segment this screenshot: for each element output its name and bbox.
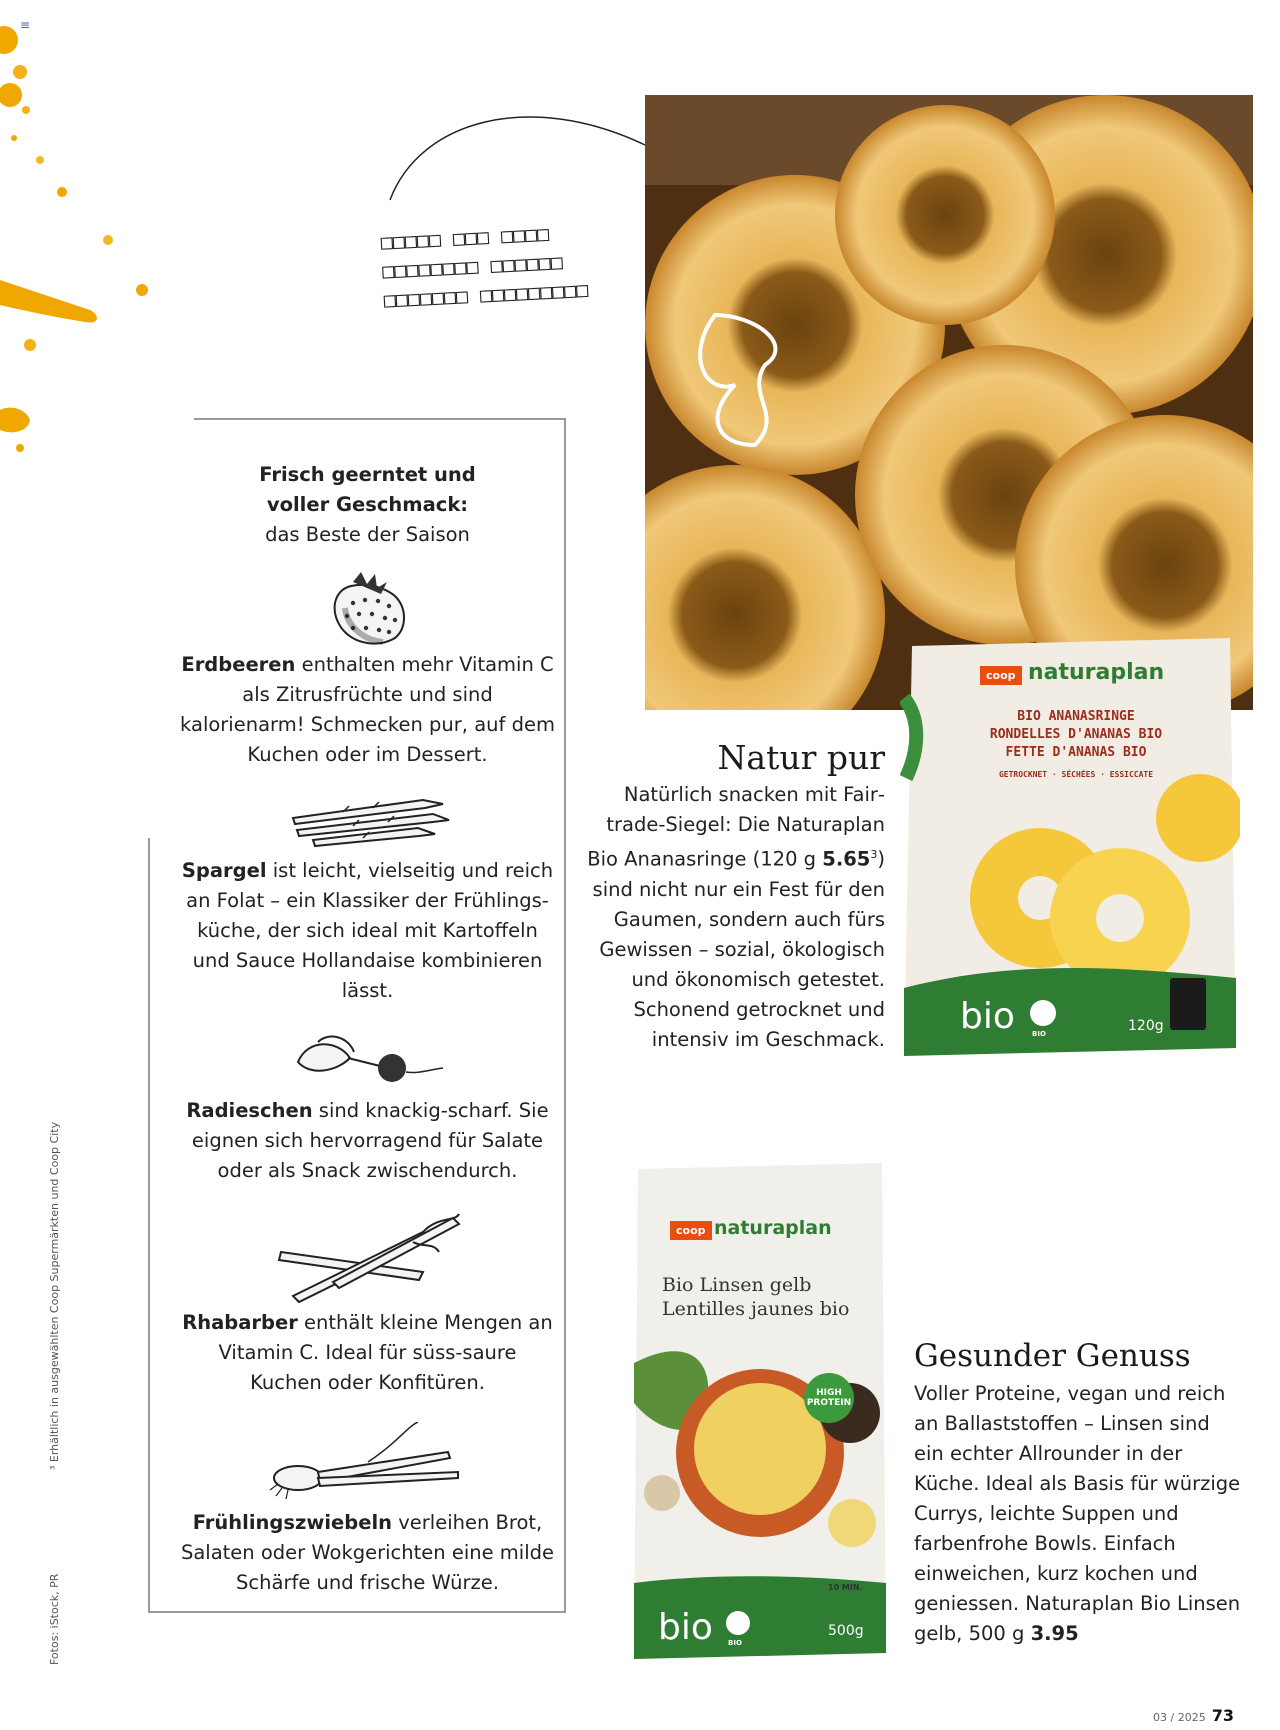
cooking-time: 10 MIN.: [828, 1583, 863, 1592]
lentils-package: [632, 1163, 889, 1661]
pineapple-package: [900, 638, 1240, 1058]
item-name: Frühlingszwiebeln: [192, 1511, 393, 1534]
item-description: verleihen Brot, Salaten oder Wokgerichten eine milde Schärfe und frische Würze.: [180, 1511, 555, 1594]
natur-text-part: Natürlich snacken mit Fairtrade-Siegel: Die Naturaplan Bio Ananasringe (120 g: [587, 783, 885, 871]
natur-pur-text: [585, 780, 885, 1055]
natur-text-part: ) sind nicht nur ein Fest für den Gaumen, sondern auch fürs Gewissen – sozial, ökologisch und ökonomisch getestet. Schonend getrocknet und intensiv im Geschmack.: [592, 847, 885, 1051]
item-name: Erdbeeren: [181, 653, 296, 676]
handwritten-line: □□□□□□□ □□□□□□□□□: [383, 277, 589, 312]
item-description: sind knackig-scharf. Sie eignen sich hervorragend für Salate oder als Snack zwischendurch.: [191, 1099, 549, 1182]
box-item-spring-onion: [180, 1508, 555, 1598]
gesund-price: 3.95: [1030, 1622, 1079, 1645]
gesund-text-part: Voller Proteine, vegan und reich an Ballaststoffen – Linsen sind ein echter Allrounder in der Küche. Ideal als Basis für würzige Currys, leichte Suppen und farbenfrohe Bowls. Einfach einweichen, kurz kochen und geniessen. Naturaplan Bio Linsen gelb, 500 g: [914, 1382, 1241, 1645]
handwritten-note: [380, 214, 654, 315]
bio-small-label: BIO: [728, 1639, 742, 1647]
bio-label: bio: [658, 1607, 713, 1648]
bio-label: bio: [960, 996, 1015, 1037]
seasonal-box: [180, 460, 555, 1598]
high-protein-badge: HIGH PROTEIN: [804, 1373, 854, 1423]
naturaplan-logo: naturaplan: [1028, 660, 1165, 685]
menu-icon[interactable]: ≡: [20, 18, 31, 32]
box-item-radish: [180, 1096, 555, 1186]
box-title-line: voller Geschmack:: [266, 493, 469, 516]
package-name-line: FETTE D'ANANAS BIO: [1005, 745, 1147, 760]
handwritten-line: □□□□□ □□□ □□□□: [380, 221, 550, 254]
box-title-line: Frisch geerntet und: [259, 463, 476, 486]
package-name-line: BIO ANANASRINGE: [1017, 709, 1135, 724]
spring-onion-icon: [268, 1422, 468, 1502]
radish-icon: [288, 1032, 448, 1092]
issue-label: 03 / 2025: [1153, 1711, 1206, 1724]
package-name-line: RONDELLES D'ANANAS BIO: [989, 727, 1163, 742]
natur-price: 5.65: [822, 847, 871, 871]
handwritten-line: □□□□□□□□ □□□□□□: [381, 249, 564, 283]
rhubarb-icon: [273, 1212, 463, 1304]
asparagus-icon: [283, 790, 453, 850]
package-subline: GETROCKNET · SÉCHÉES · ESSICCATE: [998, 770, 1154, 779]
item-description: ist leicht, vielseitig und reich an Folat – ein Klassiker der Frühlingsküche, der sich ideal mit Kartoffeln und Sauce Hollandaise kombinieren lässt.: [186, 859, 554, 1002]
gesunder-genuss-text: [914, 1379, 1244, 1649]
item-name: Rhabarber: [182, 1311, 298, 1334]
natur-pur-title: Natur pur: [717, 738, 885, 777]
dried-pineapple-photo: [645, 95, 1253, 710]
photo-credit: Fotos: iStock, PR: [48, 1573, 61, 1665]
fairtrade-icon: [1170, 978, 1206, 1030]
item-name: Radieschen: [186, 1099, 313, 1122]
natur-price-note: 3: [870, 848, 878, 861]
box-subtitle: das Beste der Saison: [265, 523, 470, 546]
package-weight: 500g: [828, 1623, 864, 1639]
page-number: 73: [1211, 1706, 1234, 1725]
package-name-line: Bio Linsen gelb: [662, 1274, 812, 1296]
box-item-asparagus: [180, 856, 555, 1006]
item-name: Spargel: [181, 859, 267, 882]
footnote: ³ Erhältlich in ausgewählten Coop Supermärkten und Coop City: [48, 1121, 61, 1470]
box-item-strawberry: [180, 650, 555, 770]
item-description: enthalten mehr Vitamin C als Zitrusfrüchte und sind kalorienarm! Schmecken pur, auf dem Kuchen oder im Dessert.: [180, 653, 555, 766]
pineapple-package-name: [956, 708, 1196, 784]
box-item-rhubarb: [180, 1308, 555, 1398]
coop-logo: coop: [670, 1221, 712, 1240]
coop-logo: coop: [980, 666, 1022, 685]
naturaplan-logo: naturaplan: [714, 1217, 832, 1239]
lentils-package-name: [662, 1273, 849, 1321]
bio-logo-icon: [726, 1611, 750, 1635]
page-footer: [1153, 1706, 1234, 1725]
gesunder-genuss-title: Gesunder Genuss: [914, 1338, 1191, 1374]
package-weight: 120g: [1128, 1018, 1164, 1034]
package-name-line: Lentilles jaunes bio: [662, 1298, 850, 1320]
strawberry-icon: [323, 568, 413, 650]
bio-small-label: BIO: [1032, 1030, 1046, 1038]
oil-splash-decoration: [0, 0, 160, 460]
bio-logo-icon: [1030, 1000, 1056, 1026]
item-description: enthält kleine Mengen an Vitamin C. Ideal für süss-saure Kuchen oder Konfitüren.: [218, 1311, 553, 1394]
